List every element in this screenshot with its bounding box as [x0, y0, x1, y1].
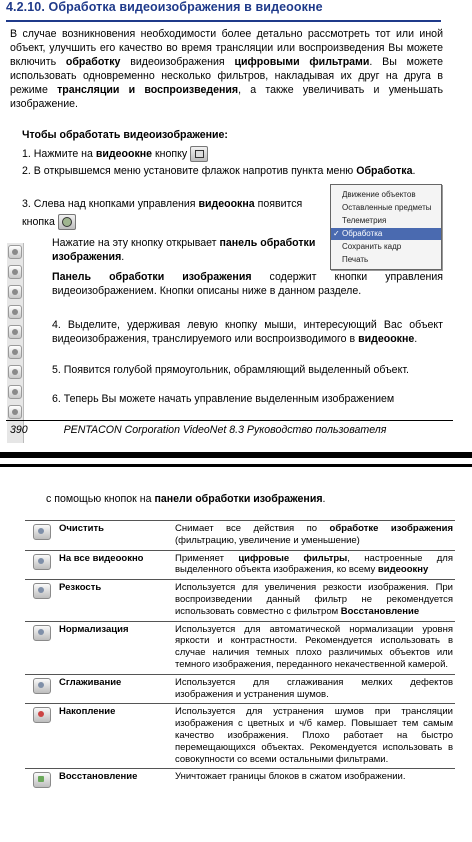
row-description [173, 769, 455, 792]
press-text-b: панель обработки изображения [52, 237, 316, 263]
step3-text-c: появится кнопка [22, 198, 303, 228]
row-name: Очистить [57, 521, 173, 551]
clear-icon [33, 524, 51, 540]
text-run: . Вы можете использовать одновременно несколько фильтров, накладывая их друг на друга в режиме [10, 56, 443, 96]
step-2 [22, 164, 443, 178]
step4-text-a: 4. Выделите, удерживая левую кнопку мыши, интересующий Вас объект видеоизображения, транслируемого или воспроизводимого в [52, 319, 443, 345]
text-run: видеоокну [377, 564, 429, 576]
text-run: Снимает все действия по [175, 523, 330, 534]
text-run: цифровыми фильтрами [234, 56, 370, 68]
menu-item-telemetry[interactable]: Телеметрия [342, 216, 387, 225]
zoom-in-tool-icon[interactable] [8, 385, 22, 399]
panel-text-b: содержит кнопки управления видеоизображением. Кнопки описаны ниже в данном разделе. [52, 271, 443, 297]
accumulation-icon [33, 707, 51, 723]
step3-text-a: 3. Слева над кнопками управления [22, 198, 199, 210]
table-row [25, 580, 455, 621]
table-row [25, 704, 455, 769]
menu-item-print[interactable]: Печать [342, 255, 369, 264]
text-run: , настроенные для выделенного объекта изображения, ко всему [175, 552, 453, 576]
manual-page-391 [0, 482, 472, 842]
menu-item-processing-label: Обработка [342, 229, 383, 238]
press-text-a: Нажатие на эту кнопку открывает [52, 237, 220, 249]
menu-item-left-objects[interactable]: Оставленные предметы [342, 203, 432, 212]
cont-text-c: . [322, 493, 326, 505]
processing-toolbar [7, 243, 24, 443]
heading-underline [6, 20, 441, 22]
step2-text-b: Обработка [356, 165, 413, 177]
text-run: Восстановление [340, 605, 420, 617]
row-icon-cell [25, 580, 57, 621]
step-3 [22, 195, 312, 231]
row-name: Накопление [57, 704, 173, 769]
processing-button-icon[interactable] [58, 214, 76, 230]
checkmark-icon: ✓ [333, 229, 340, 238]
row-name: Резкость [57, 580, 173, 621]
row-description [173, 521, 455, 551]
sharpness-icon [33, 583, 51, 599]
continuation-line [46, 492, 325, 506]
step2-text-c: . [412, 165, 416, 177]
context-menu [330, 184, 442, 270]
normalize-icon [33, 625, 51, 641]
restore-icon [33, 772, 51, 788]
row-description [173, 621, 455, 674]
normalize-tool-icon[interactable] [8, 305, 22, 319]
menu-item-motion[interactable]: Движение объектов [342, 190, 416, 199]
intro-paragraph [10, 27, 443, 111]
row-description [173, 674, 455, 704]
text-run: Используется для увеличения резкости изображения. При воспроизведении данный фильтр не рекомендуется использовать совместно с фильтром [175, 582, 453, 617]
text-run: , а также увеличивать и уменьшать изображение. [10, 84, 443, 110]
page-footer [10, 424, 450, 436]
smoothing-icon [33, 678, 51, 694]
footer-page-number: 390 [10, 424, 28, 436]
text-run: Уничтожает границы блоков в сжатом изображении. [175, 771, 406, 783]
step-1 [22, 146, 322, 162]
row-icon-cell [25, 769, 57, 792]
step-4 [52, 318, 443, 346]
text-run: (фильтрацию, увеличение и уменьшение) [175, 534, 360, 546]
sharpness-tool-icon[interactable] [8, 285, 22, 299]
table-row [25, 674, 455, 704]
row-description [173, 704, 455, 769]
text-run: Используется для сглаживания мелких дефектов изображения и устранения шумов. [175, 676, 453, 700]
footer-title: PENTACON Corporation VideoNet 8.3 Руководство пользователя [63, 424, 387, 436]
page-separator [0, 450, 472, 482]
table-row [25, 621, 455, 674]
panel-text-a: Панель обработки изображения [52, 271, 252, 283]
fit-all-tool-icon[interactable] [8, 265, 22, 279]
row-name: Восстановление [57, 769, 173, 792]
step3-text-b: видеоокна [198, 198, 255, 210]
step1-text-a: 1. Нажмите на [22, 147, 96, 160]
step2-text-a: 2. В открывшемся меню установите флажок напротив пункта меню [22, 165, 357, 177]
row-icon-cell [25, 521, 57, 551]
howto-title: Чтобы обработать видеоизображение: [22, 129, 228, 141]
row-icon-cell [25, 674, 57, 704]
zoom-out-tool-icon[interactable] [8, 405, 22, 419]
menu-item-processing[interactable] [331, 228, 441, 240]
text-run: трансляции и воспроизведения [57, 84, 239, 96]
section-heading: 4.2.10. Обработка видеоизображения в видеоокне [6, 0, 323, 14]
row-icon-cell [25, 704, 57, 769]
text-run: обработку [65, 56, 121, 68]
text-run: Используется для автоматической нормализации уровня яркости и контрастности. Рекомендуется использовать в случае наличия темных плохо различимых объектов или темного изображения, переданного некачественной камерой. [175, 623, 453, 670]
separator-bar-top [0, 452, 472, 458]
smoothing-tool-icon[interactable] [8, 325, 22, 339]
text-run: обработке изображения [329, 523, 453, 534]
videowindow-menu-button-icon[interactable] [190, 146, 208, 162]
text-run: видеоизображения [120, 56, 235, 68]
table-row [25, 550, 455, 580]
footer-rule [6, 420, 453, 421]
row-description [173, 580, 455, 621]
step-5: 5. Появится голубой прямоугольник, обрамляющий выделенный объект. [52, 364, 409, 376]
text-run: В случае возникновения необходимости более детально рассмотреть тот или иной объект, улучшить его качество во время трансляции или воспроизведения Вы можете включить [10, 28, 443, 68]
row-name: Нормализация [57, 621, 173, 674]
panel-description [52, 270, 443, 298]
row-name: На все видеоокно [57, 550, 173, 580]
step-6: 6. Теперь Вы можете начать управление выделенным изображением [52, 393, 395, 405]
restore-tool-icon[interactable] [8, 365, 22, 379]
filters-table [25, 520, 455, 791]
clear-tool-icon[interactable] [8, 245, 22, 259]
menu-item-save-frame[interactable]: Сохранить кадр [342, 242, 402, 251]
cont-text-b: панели обработки изображения [154, 493, 323, 505]
step4-text-b: видеоокне [358, 333, 415, 345]
press-text-c: . [121, 251, 125, 263]
text-run: Применяет [175, 552, 239, 564]
press-note [52, 236, 322, 264]
cont-text-a: с помощью кнопок на [46, 493, 155, 505]
row-icon-cell [25, 550, 57, 580]
step1-text-c: кнопку [152, 147, 188, 160]
step4-text-c: . [414, 333, 418, 345]
step1-text-b: видеоокне [95, 147, 153, 160]
separator-bar-bottom [0, 464, 472, 467]
table-row [25, 521, 455, 551]
fit-all-icon [33, 554, 51, 570]
row-name: Сглаживание [57, 674, 173, 704]
row-description [173, 550, 455, 580]
row-icon-cell [25, 621, 57, 674]
accumulation-tool-icon[interactable] [8, 345, 22, 359]
text-run: Используется для устранения шумов при трансляции изображения с цветных и ч/б камер. Повышает тем самым качество изображения. Плохо работает на быстро перемещающихся объектах. Рекомендуется использовать в совокупности со всеми остальными фильтрами. [175, 706, 453, 765]
text-run: цифровые фильтры [238, 552, 348, 564]
table-row [25, 769, 455, 792]
